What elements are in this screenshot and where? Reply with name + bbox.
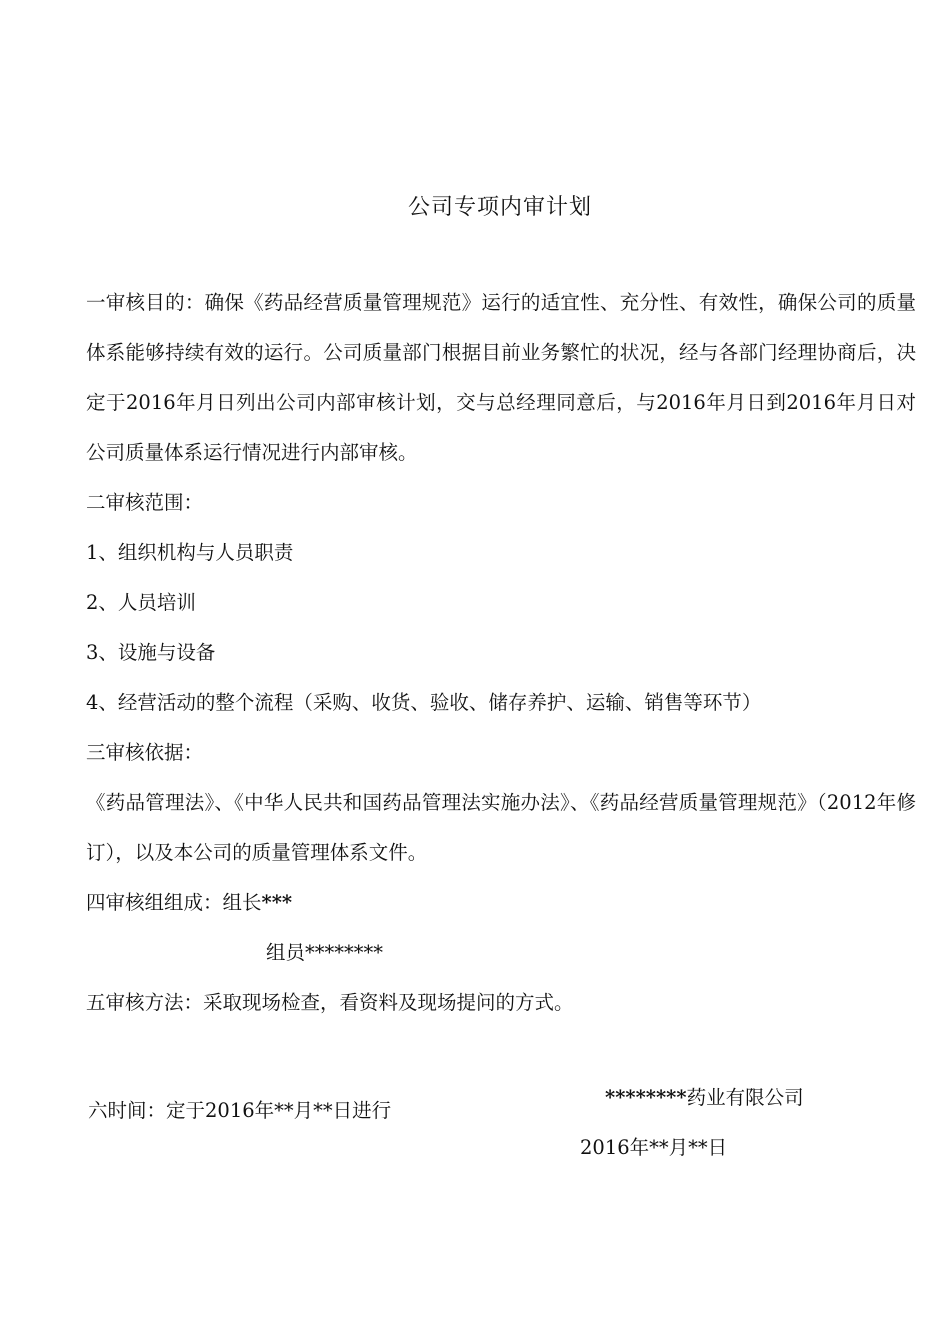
audit-scope-item: 3、设施与设备: [86, 641, 216, 664]
audit-team-leader-label: 四审核组组成：组长: [86, 891, 262, 914]
audit-time-line: 六时间：定于2016年**月**日进行: [88, 1099, 392, 1122]
audit-scope-item: 4、经营活动的整个流程（采购、收货、验收、储存养护、运输、销售等环节）: [86, 691, 762, 714]
audit-team-member-line: [86, 928, 916, 978]
audit-scope-item: 1、组织机构与人员职责: [86, 541, 294, 564]
audit-scope-heading: 二审核范围：: [86, 491, 204, 514]
audit-basis-paragraph: 《药品管理法》、《中华人民共和国药品管理法实施办法》、《药品经营质量管理规范》（2012年修订），以及本公司的质量管理体系文件。: [86, 791, 916, 864]
audit-team-leader-value: ***: [261, 891, 293, 914]
document-body: [86, 278, 916, 1028]
audit-purpose-paragraph: 一审核目的：确保《药品经营质量管理规范》运行的适宜性、充分性、有效性，确保公司的质量体系能够持续有效的运行。公司质量部门根据目前业务繁忙的状况，经与各部门经理协商后，决定于2016年月日列出公司内部审核计划，交与总经理同意后，与2016年月日到2016年月日对公司质量体系运行情况进行内部审核。: [86, 291, 916, 464]
audit-scope-item: 2、人员培训: [86, 591, 196, 614]
audit-method-line: 五审核方法：采取现场检查，看资料及现场提问的方式。: [86, 991, 574, 1014]
audit-team-member-value: ********: [305, 941, 384, 964]
company-signature: [605, 1083, 804, 1113]
signature-date: 2016年**月**日: [580, 1136, 728, 1159]
audit-basis-heading: 三审核依据：: [86, 741, 204, 764]
document-title: 公司专项内审计划: [407, 195, 592, 220]
company-name: 药业有限公司: [686, 1086, 804, 1109]
company-name-stars: ********: [605, 1086, 687, 1109]
audit-team-member-label: 组员: [266, 941, 306, 964]
audit-team-leader-line: [86, 878, 916, 928]
